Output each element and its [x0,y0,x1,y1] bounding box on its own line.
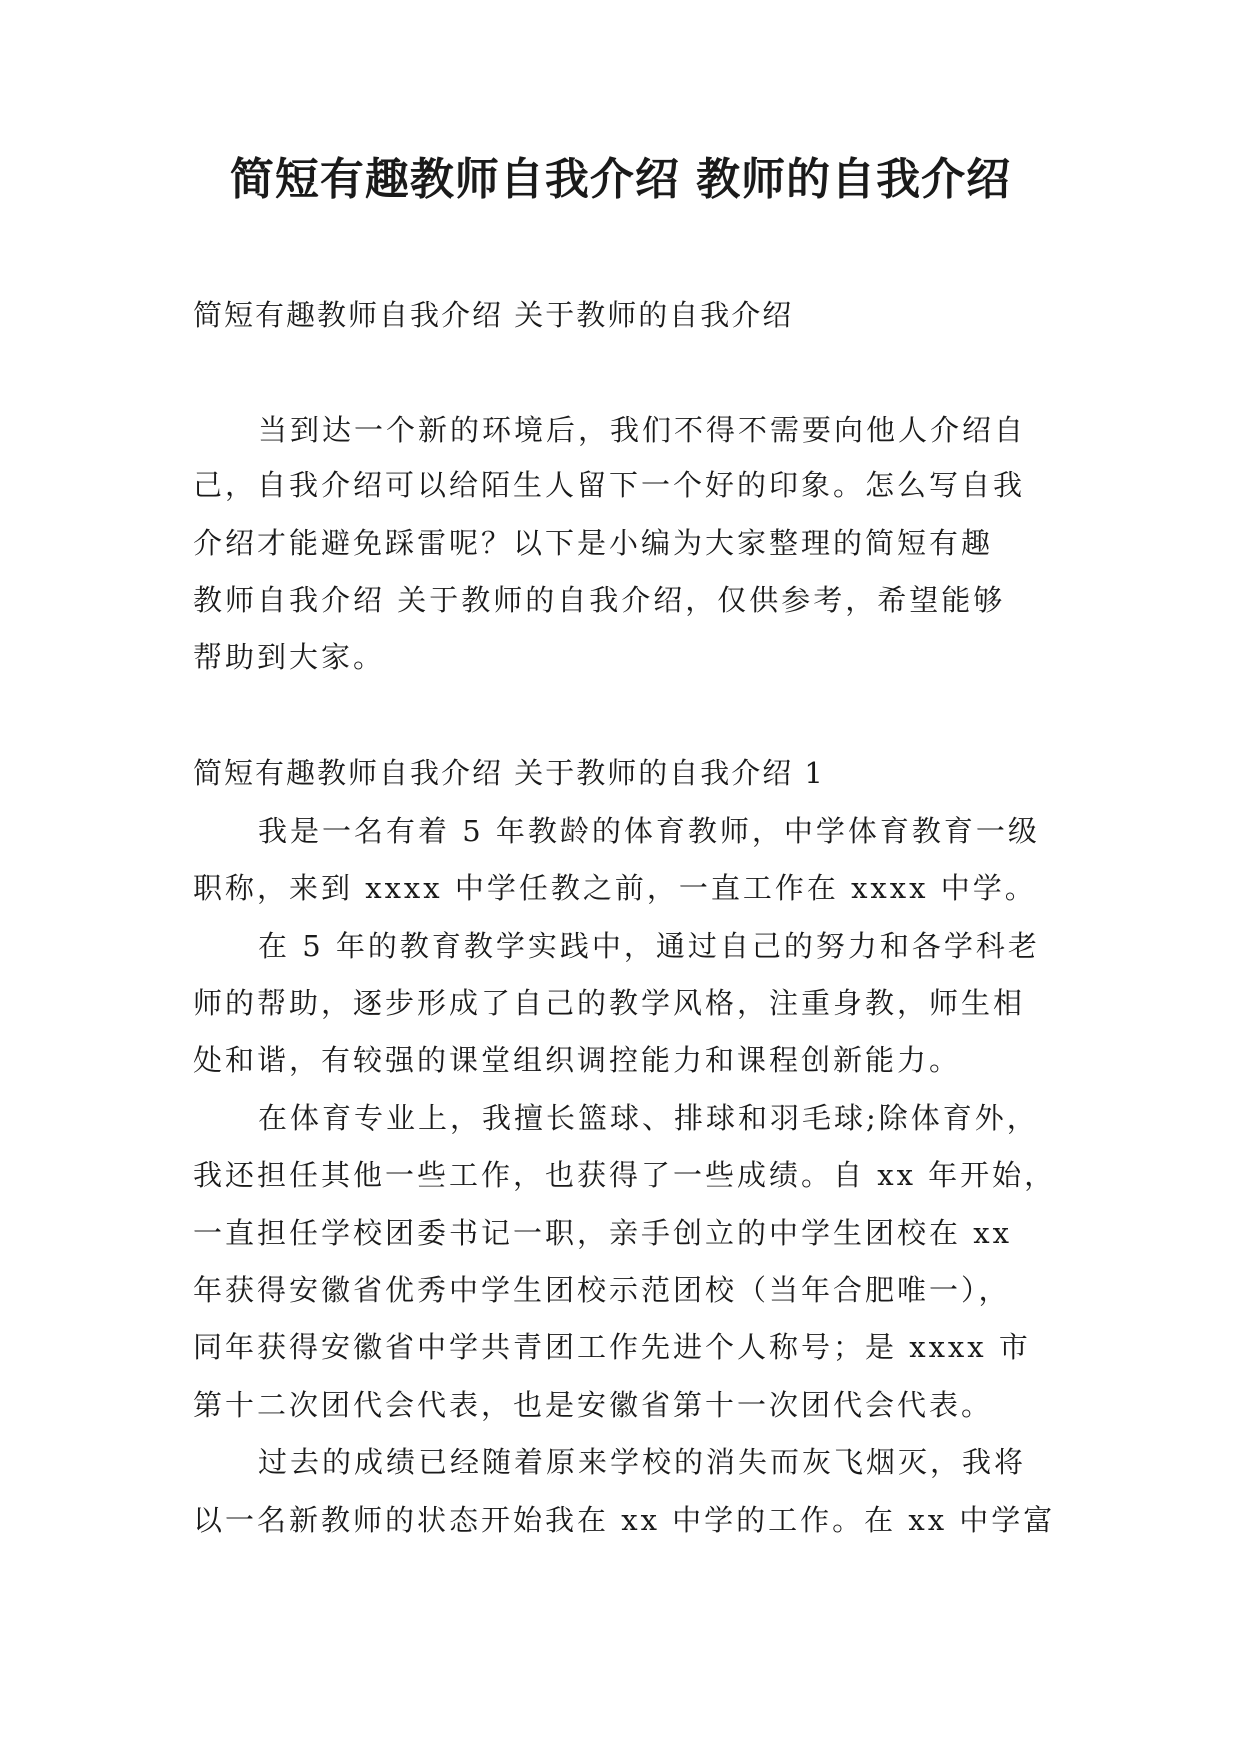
body-line: 同年获得安徽省中学共青团工作先进个人称号；是 xxxx 市 [193,1330,1031,1364]
body-line: 一直担任学校团委书记一职，亲手创立的中学生团校在 xx [193,1216,1012,1250]
body-line: 我还担任其他一些工作，也获得了一些成绩。自 xx 年开始， [193,1158,1057,1192]
body-line: 在 5 年的教育教学实践中，通过自己的努力和各学科老 [258,929,1040,963]
body-line: 师的帮助，逐步形成了自己的教学风格，注重身教，师生相 [193,986,1026,1020]
body-line: 处和谐，有较强的课堂组织调控能力和课程创新能力。 [193,1043,962,1077]
body-line: 以一名新教师的状态开始我在 xx 中学的工作。在 xx 中学富 [193,1503,1056,1537]
intro-line: 教师自我介绍 关于教师的自我介绍，仅供参考，希望能够 [193,583,1006,617]
body-line: 第十二次团代会代表，也是安徽省第十一次团代会代表。 [193,1388,994,1422]
body-line: 我是一名有着 5 年教龄的体育教师，中学体育教育一级 [258,814,1040,848]
intro-line: 当到达一个新的环境后，我们不得不需要向他人介绍自 [258,413,1027,447]
intro-line: 帮助到大家。 [193,640,386,674]
body-line: 职称，来到 xxxx 中学任教之前，一直工作在 xxxx 中学。 [193,871,1037,905]
intro-line: 介绍才能避免踩雷呢？以下是小编为大家整理的简短有趣 [193,526,994,560]
section-heading: 简短有趣教师自我介绍 关于教师的自我介绍 1 [193,756,825,790]
document-title: 简短有趣教师自我介绍 教师的自我介绍 [229,154,1012,205]
body-line: 在体育专业上，我擅长篮球、排球和羽毛球;除体育外， [258,1101,1039,1135]
body-line: 过去的成绩已经随着原来学校的消失而灰飞烟灭，我将 [258,1445,1027,1479]
intro-line: 己，自我介绍可以给陌生人留下一个好的印象。怎么写自我 [193,468,1026,502]
body-line: 年获得安徽省优秀中学生团校示范团校（当年合肥唯一）， [193,1273,1011,1307]
document-subtitle: 简短有趣教师自我介绍 关于教师的自我介绍 [193,298,794,332]
